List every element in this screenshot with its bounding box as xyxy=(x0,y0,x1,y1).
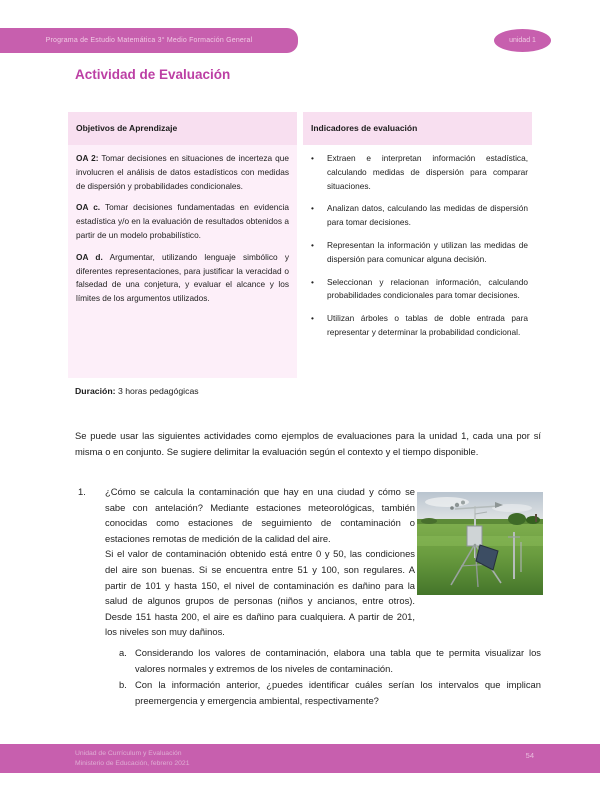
objectives-column-header: Objetivos de Aprendizaje xyxy=(68,112,297,145)
program-header-bar xyxy=(0,28,298,53)
bullet-icon: • xyxy=(311,276,314,287)
objective-oa2 xyxy=(76,152,289,193)
activity-subitems xyxy=(119,645,541,708)
objective-oac xyxy=(76,201,289,242)
objective-oad xyxy=(76,251,289,306)
indicator-item xyxy=(309,202,528,230)
duration-label: Duración: xyxy=(75,386,116,396)
indicator-text: Seleccionan y relacionan información, calculando probabilidades condicionales para tomar decisiones. xyxy=(327,276,528,301)
bullet-icon: • xyxy=(311,239,314,250)
indicator-item xyxy=(309,276,528,304)
objective-oac-label: OA c. xyxy=(76,202,101,213)
indicator-text: Utilizan árboles o tablas de doble entrada para representar y determinar la probabilidad condicional. xyxy=(327,313,528,337)
indicator-item xyxy=(309,312,528,340)
subitem-a-label: a. xyxy=(119,646,127,658)
indicator-text: Analizan datos, calculando las medidas de dispersión para tomar decisiones. xyxy=(327,203,528,228)
subitem-b-text: Con la información anterior, ¿puedes identificar cuáles serían los intervalos que implican preemergencia y emergencia ambiental, respectivamente? xyxy=(135,679,541,706)
duration-text: 3 horas pedagógicas xyxy=(115,386,199,396)
objectives-indicators-table xyxy=(68,112,532,378)
bullet-icon: • xyxy=(311,313,314,324)
footer-line2: Ministerio de Educación, febrero 2021 xyxy=(75,759,190,767)
activity-paragraph-1: ¿Cómo se calcula la contaminación que hay en una ciudad y cómo se sabe con antelación? Mediante estaciones meteorológicas, también conocidas como estaciones de seguimiento de contaminación o estaciones remotas de medición de la calidad del aire. xyxy=(105,486,415,544)
objective-oa2-text: Tomar decisiones en situaciones de incerteza que involucren el análisis de datos estadísticos con medidas de dispersión y probabilidades condicionales. xyxy=(76,153,290,191)
indicator-text: Representan la información y utilizan las medidas de dispersión para comunicar alguna decisión. xyxy=(327,239,528,264)
bullet-icon: • xyxy=(311,153,314,163)
weather-station-photo xyxy=(417,492,543,595)
page-number: 54 xyxy=(525,751,534,760)
bullet-icon: • xyxy=(311,203,314,214)
subitem-b-label: b. xyxy=(119,679,127,691)
duration-line xyxy=(75,386,199,396)
subitem-a-text: Considerando los valores de contaminación, elabora una tabla que te permita visualizar los valores normales y extremos de los niveles de contaminación. xyxy=(135,646,541,674)
indicators-column xyxy=(303,112,532,378)
intro-paragraph: Se puede usar las siguientes actividades como ejemplos de evaluaciones para la unidad 1, cada una por sí misma o en conjunto. Se sugiere delimitar la evaluación según el contexto y el tiempo disponible. xyxy=(75,430,541,457)
program-title: Programa de Estudio Matemática 3° Medio Formación General xyxy=(45,37,253,44)
objectives-cell xyxy=(68,145,297,378)
activity-paragraph-2: Si el valor de contaminación obtenido está entre 0 y 50, las condiciones del aire son buenas. Si se encuentra entre 51 y 100, son regulares. A partir de 101 y hasta 150, el nivel de contaminación es dañino para la salud de algunos grupos de personas (niños y ancianos, entre otros). Desde 151 hasta 200, el aire es dañino para cualquiera. A partir de 201, los niveles son muy dañinos. xyxy=(105,548,415,638)
indicator-item xyxy=(309,152,528,193)
objectives-column xyxy=(68,112,297,378)
unit-badge xyxy=(494,29,551,52)
page-title: Actividad de Evaluación xyxy=(75,67,231,82)
footer-credits xyxy=(75,749,189,768)
indicators-cell xyxy=(303,145,532,378)
unit-badge-label: unidad 1 xyxy=(509,37,536,44)
subitem-b xyxy=(119,677,541,708)
indicator-item xyxy=(309,239,528,267)
footer-bar xyxy=(0,744,600,773)
objective-oad-label: OA d. xyxy=(76,251,103,262)
indicators-column-header: Indicadores de evaluación xyxy=(303,112,532,145)
footer-line1: Unidad de Currículum y Evaluación xyxy=(75,750,182,757)
subitem-a xyxy=(119,645,541,676)
objective-oa2-label: OA 2: xyxy=(76,153,99,163)
activity-number: 1. xyxy=(78,486,86,497)
indicator-text: Extraen e interpretan información estadística, calculando medidas de dispersión para comparar situaciones. xyxy=(327,153,528,191)
objective-oac-text: Tomar decisiones fundamentadas en evidencia estadística y/o en la evaluación de resultados obtenidos a partir de un modelo probabilístico. xyxy=(76,202,289,240)
objective-oad-text: Argumentar, utilizando lenguaje simbólico y diferentes representaciones, para justificar la veracidad o falsedad de una conjetura, y evaluar el alcance y los límites de los argumentos utilizados. xyxy=(76,251,289,304)
